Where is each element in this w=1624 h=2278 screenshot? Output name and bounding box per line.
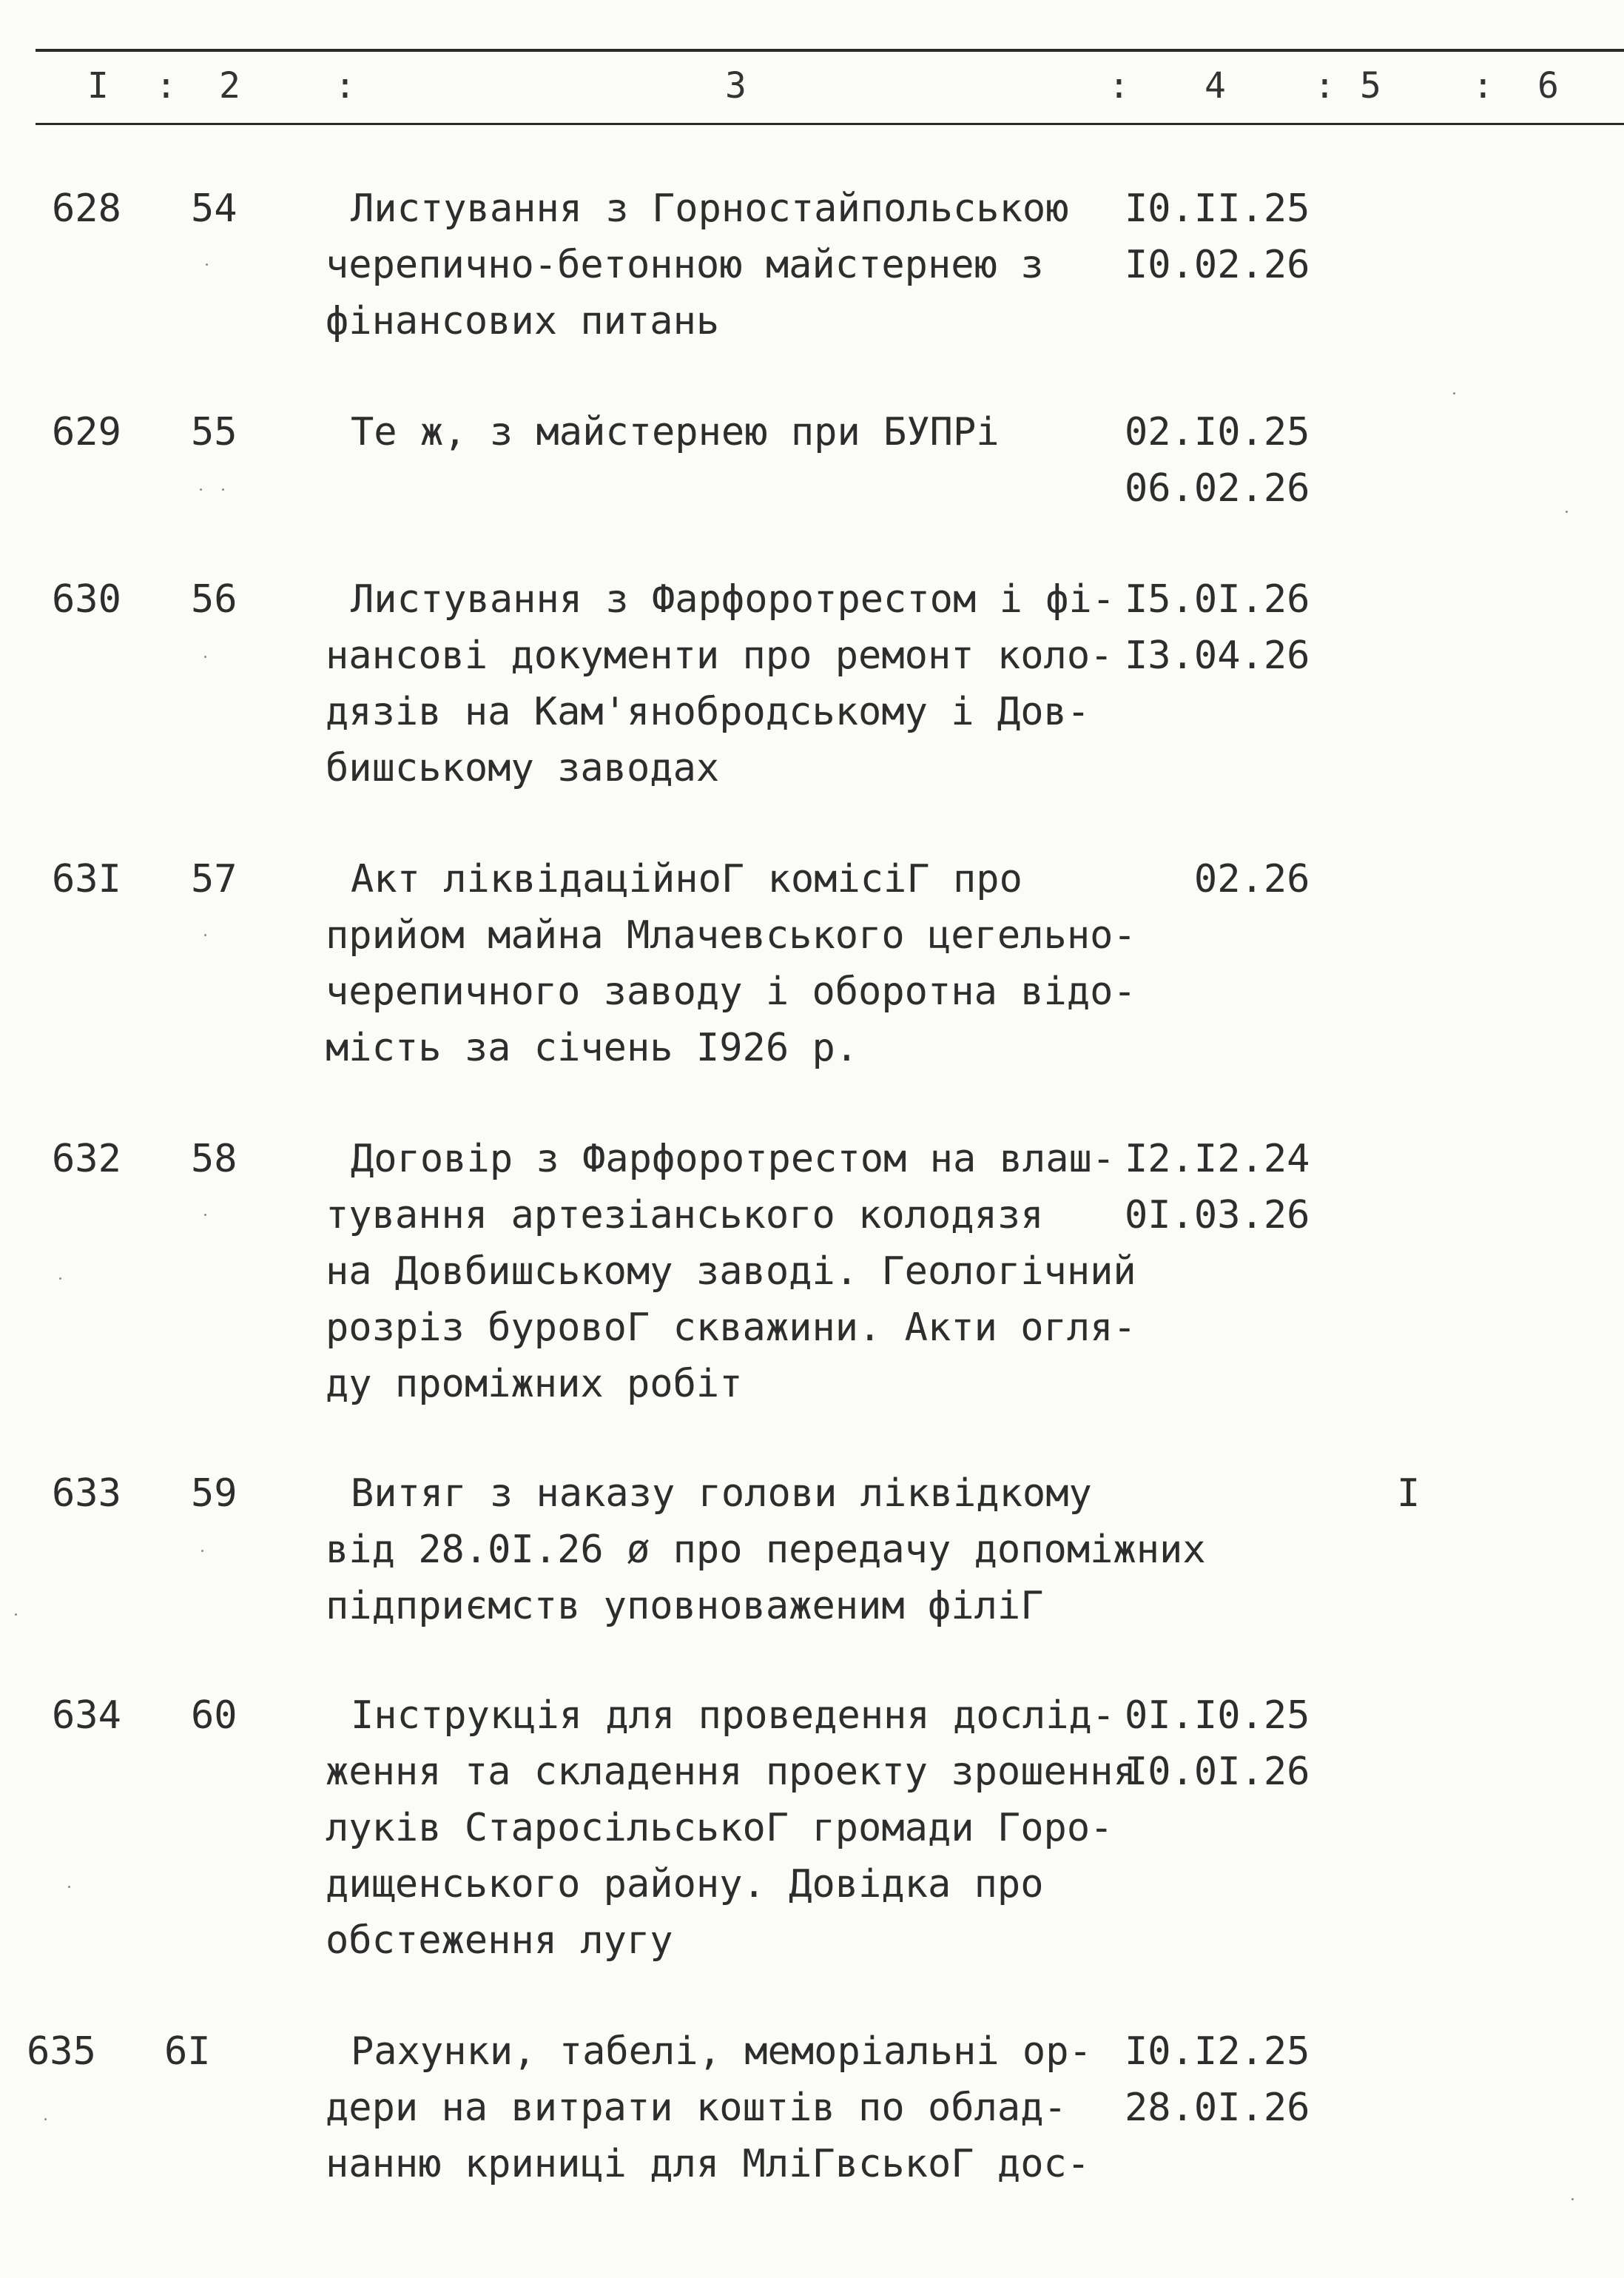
header-separator: : xyxy=(1472,65,1494,107)
description-line: нанню криниці для МліГвськоГ дос- xyxy=(326,2142,1091,2186)
sheet-number: 57 xyxy=(191,857,237,901)
description-line: Інструкція для проведення дослід- xyxy=(351,1693,1116,1738)
file-number: 635 xyxy=(27,2029,96,2074)
header-separator: : xyxy=(1108,65,1130,107)
sheet-number: 56 xyxy=(191,577,237,622)
file-dates xyxy=(1125,404,1310,517)
file-number: 63I xyxy=(52,857,121,901)
scan-speck xyxy=(1571,2198,1574,2200)
description-line: ження та складення проекту зрошення xyxy=(326,1750,1136,1794)
scan-speck xyxy=(15,1613,17,1616)
scan-speck xyxy=(68,1886,70,1888)
header-col-4: 4 xyxy=(1204,65,1226,107)
sheet-number: 60 xyxy=(191,1693,237,1738)
sheet-number: 54 xyxy=(191,187,237,231)
description-line: Листування з Фарфоротрестом і фі- xyxy=(351,577,1116,622)
date-end: 0I.03.26 xyxy=(1125,1193,1310,1237)
file-dates xyxy=(1125,1131,1310,1243)
date-single: 02.26 xyxy=(1125,857,1310,901)
description-line: Договір з Фарфоротрестом на влаш- xyxy=(351,1137,1116,1181)
sheet-number: 6I xyxy=(164,2029,211,2074)
scan-speck xyxy=(59,1277,61,1280)
header-col-3: 3 xyxy=(725,65,747,107)
header-col-6: 6 xyxy=(1537,65,1559,107)
scan-speck xyxy=(44,2118,47,2120)
header-separator: : xyxy=(1314,65,1335,107)
sheet-count: I xyxy=(1397,1471,1421,1516)
description-line: дязів на Кам'янобродському і Дов- xyxy=(326,690,1091,734)
file-dates xyxy=(1125,571,1310,684)
file-description xyxy=(326,1465,1206,1634)
file-number: 632 xyxy=(52,1137,121,1181)
file-description xyxy=(326,404,1199,460)
description-line: нансові документи про ремонт коло- xyxy=(326,634,1113,678)
description-line: Акт ліквідаційноГ комісіГ про xyxy=(351,857,1022,901)
sheet-number: 59 xyxy=(191,1471,237,1516)
description-line: обстеження лугу xyxy=(326,1918,673,1963)
description-line: від 28.0I.26 ø про передачу допоміжних xyxy=(326,1528,1206,1572)
description-line: тування артезіанського колодязя xyxy=(326,1193,1044,1237)
file-description xyxy=(326,851,1199,1076)
scan-speck xyxy=(1566,511,1568,513)
scan-speck xyxy=(204,1214,206,1216)
date-start: I0.II.25 xyxy=(1125,187,1310,231)
scan-speck xyxy=(222,488,224,491)
date-start: I2.I2.24 xyxy=(1125,1137,1310,1181)
description-line: бишському заводах xyxy=(326,746,720,790)
description-line: Витяг з наказу голови ліквідкому xyxy=(351,1471,1092,1516)
header-bottom-rule xyxy=(36,123,1624,125)
file-number: 634 xyxy=(52,1693,121,1738)
file-dates xyxy=(1125,1687,1310,1800)
date-end: I0.02.26 xyxy=(1125,243,1310,287)
header-top-rule xyxy=(36,49,1624,52)
description-line: Листування з Горностайпольською xyxy=(351,187,1069,231)
file-number: 633 xyxy=(52,1471,121,1516)
description-line: розріз буровоГ скважини. Акти огля- xyxy=(326,1306,1136,1350)
description-line: на Довбишському заводі. Геологічний xyxy=(326,1249,1136,1294)
description-line: Те ж, з майстернею при БУПРі xyxy=(351,410,1000,454)
sheet-number: 55 xyxy=(191,410,237,454)
date-start: 02.I0.25 xyxy=(1125,410,1310,454)
description-line: черепично-бетонною майстернею з xyxy=(326,243,1044,287)
file-number: 630 xyxy=(52,577,121,622)
scan-speck xyxy=(206,263,208,266)
file-dates xyxy=(1125,2023,1310,2136)
header-separator: : xyxy=(334,65,356,107)
date-start: I5.0I.26 xyxy=(1125,577,1310,622)
file-description xyxy=(326,181,1199,349)
file-description xyxy=(326,1687,1199,1969)
description-line: фінансових питань xyxy=(326,299,720,343)
description-line: дищенського району. Довідка про xyxy=(326,1862,1044,1906)
description-line: луків СтаросільськоГ громади Горо- xyxy=(326,1806,1113,1850)
description-line: черепичного заводу і оборотна відо- xyxy=(326,970,1136,1014)
description-line: підприємств уповноваженим філіГ xyxy=(326,1584,1044,1628)
scan-speck xyxy=(1453,392,1455,394)
scan-speck xyxy=(201,1550,203,1552)
description-line: прийом майна Млачевського цегельно- xyxy=(326,913,1136,958)
header-separator: : xyxy=(155,65,177,107)
description-line: дери на витрати коштів по облад- xyxy=(326,2086,1067,2130)
sheet-number: 58 xyxy=(191,1137,237,1181)
file-number: 628 xyxy=(52,187,121,231)
description-line: мість за січень I926 р. xyxy=(326,1026,859,1070)
date-end: I3.04.26 xyxy=(1125,634,1310,678)
header-col-1: I xyxy=(87,65,109,107)
scan-speck xyxy=(200,488,202,491)
date-start: 0I.I0.25 xyxy=(1125,1693,1310,1738)
file-number: 629 xyxy=(52,410,121,454)
file-dates xyxy=(1125,851,1310,907)
header-col-5: 5 xyxy=(1360,65,1381,107)
date-start: I0.I2.25 xyxy=(1125,2029,1310,2074)
file-dates xyxy=(1125,181,1310,293)
description-line: Рахунки, табелі, меморіальні ор- xyxy=(351,2029,1092,2074)
file-description xyxy=(326,571,1199,796)
scan-speck xyxy=(204,656,206,658)
date-end: I0.0I.26 xyxy=(1125,1750,1310,1794)
file-description xyxy=(326,1131,1199,1412)
file-description xyxy=(326,2023,1199,2192)
description-line: ду проміжних робіт xyxy=(326,1362,743,1406)
header-col-2: 2 xyxy=(219,65,240,107)
scan-speck xyxy=(204,934,206,936)
date-end: 06.02.26 xyxy=(1125,466,1310,511)
date-end: 28.0I.26 xyxy=(1125,2086,1310,2130)
